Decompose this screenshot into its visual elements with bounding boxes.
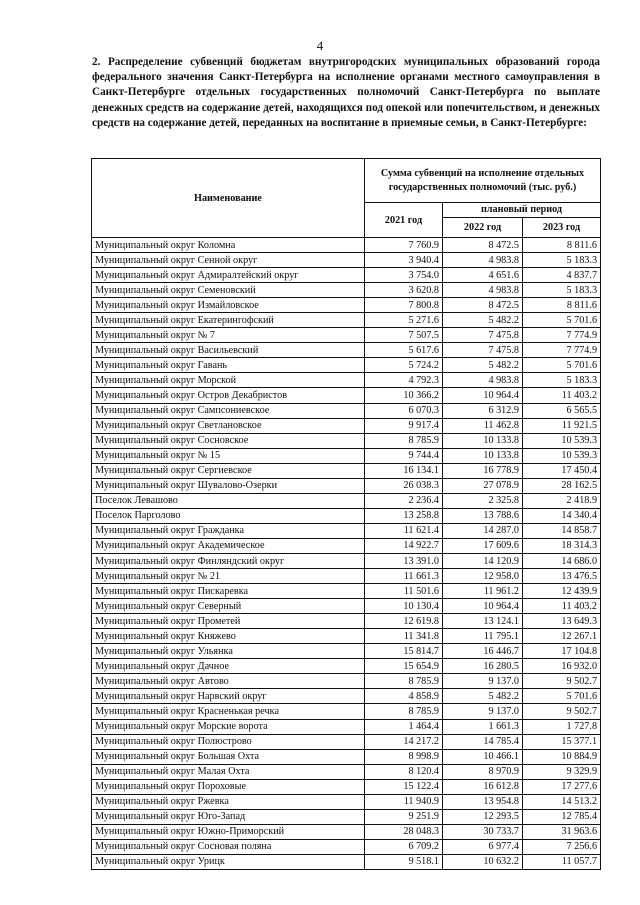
table-row (92, 313, 601, 328)
header-planned-period: плановый период (443, 203, 601, 218)
row-name: Муниципальный округ Измайловское (92, 298, 365, 313)
row-name: Муниципальный округ Адмиралтейский округ (92, 268, 365, 283)
row-value-2022: 13 788.6 (443, 508, 523, 523)
table-row (92, 704, 601, 719)
row-value-2023: 7 774.9 (523, 343, 601, 358)
row-value-2021: 8 785.9 (365, 433, 443, 448)
table-row (92, 854, 601, 869)
row-value-2021: 8 785.9 (365, 704, 443, 719)
table-row (92, 253, 601, 268)
header-2023: 2023 год (523, 217, 601, 237)
row-name: Муниципальный округ Ржевка (92, 794, 365, 809)
row-value-2022: 13 954.8 (443, 794, 523, 809)
row-value-2023: 11 057.7 (523, 854, 601, 869)
row-value-2022: 27 078.9 (443, 478, 523, 493)
row-value-2021: 3 754.0 (365, 268, 443, 283)
row-value-2022: 8 472.5 (443, 238, 523, 253)
table-row (92, 644, 601, 659)
row-name: Муниципальный округ Сенной округ (92, 253, 365, 268)
row-value-2021: 13 391.0 (365, 553, 443, 568)
row-value-2023: 28 162.5 (523, 478, 601, 493)
row-value-2022: 16 778.9 (443, 463, 523, 478)
row-value-2021: 3 620.8 (365, 283, 443, 298)
row-value-2023: 13 476.5 (523, 569, 601, 584)
row-value-2021: 11 661.3 (365, 569, 443, 584)
row-value-2022: 10 632.2 (443, 854, 523, 869)
row-value-2021: 7 800.8 (365, 298, 443, 313)
header-2022: 2022 год (443, 217, 523, 237)
table-row (92, 734, 601, 749)
row-value-2023: 16 932.0 (523, 659, 601, 674)
row-value-2022: 10 133.8 (443, 448, 523, 463)
row-value-2022: 4 983.8 (443, 283, 523, 298)
row-value-2021: 15 654.9 (365, 659, 443, 674)
row-value-2023: 5 701.6 (523, 358, 601, 373)
row-value-2021: 15 814.7 (365, 644, 443, 659)
row-name: Поселок Парголово (92, 508, 365, 523)
row-value-2022: 10 466.1 (443, 749, 523, 764)
row-value-2023: 12 785.4 (523, 809, 601, 824)
row-name: Муниципальный округ Сосновая поляна (92, 839, 365, 854)
row-value-2021: 26 038.3 (365, 478, 443, 493)
row-value-2023: 17 104.8 (523, 644, 601, 659)
row-value-2023: 5 701.6 (523, 313, 601, 328)
row-value-2023: 17 277.6 (523, 779, 601, 794)
row-name: Муниципальный округ Морские ворота (92, 719, 365, 734)
row-value-2021: 11 621.4 (365, 523, 443, 538)
row-name: Муниципальный округ Гавань (92, 358, 365, 373)
header-2021: 2021 год (365, 203, 443, 238)
row-value-2021: 14 922.7 (365, 538, 443, 553)
row-value-2021: 12 619.8 (365, 614, 443, 629)
row-name: Муниципальный округ Нарвский округ (92, 689, 365, 704)
row-value-2022: 8 472.5 (443, 298, 523, 313)
row-value-2022: 12 293.5 (443, 809, 523, 824)
row-name: Муниципальный округ Екатерингофский (92, 313, 365, 328)
row-value-2021: 6 070.3 (365, 403, 443, 418)
row-value-2022: 7 475.8 (443, 343, 523, 358)
section-heading: 2. Распределение субвенций бюджетам внутригородских муниципальных образований города федерального значения Санкт-Петербурга на исполнение органами местного самоуправления в Санкт-Петербурге отдельных государственных полномочий Санкт-Петербурга по выплате денежных средств на содержание детей, находящихся под опекой или попечительством, и денежных средств на содержание детей, переданных на воспитание в приемные семьи, в Санкт-Петербурге: (92, 56, 600, 129)
table-row (92, 764, 601, 779)
table-row (92, 569, 601, 584)
table-row (92, 538, 601, 553)
row-value-2022: 10 964.4 (443, 388, 523, 403)
row-value-2023: 15 377.1 (523, 734, 601, 749)
row-value-2022: 17 609.6 (443, 538, 523, 553)
row-value-2023: 9 502.7 (523, 704, 601, 719)
row-name: Муниципальный округ Княжево (92, 629, 365, 644)
row-name: Муниципальный округ Морской (92, 373, 365, 388)
table-row (92, 689, 601, 704)
row-value-2021: 8 998.9 (365, 749, 443, 764)
row-name: Муниципальный округ Большая Охта (92, 749, 365, 764)
row-value-2021: 15 122.4 (365, 779, 443, 794)
row-value-2023: 5 183.3 (523, 373, 601, 388)
row-name: Муниципальный округ Васильевский (92, 343, 365, 358)
row-value-2021: 1 464.4 (365, 719, 443, 734)
row-value-2021: 7 760.9 (365, 238, 443, 253)
row-value-2021: 5 724.2 (365, 358, 443, 373)
row-value-2022: 16 446.7 (443, 644, 523, 659)
row-value-2023: 11 921.5 (523, 418, 601, 433)
row-value-2022: 16 280.5 (443, 659, 523, 674)
row-value-2023: 4 837.7 (523, 268, 601, 283)
table-row (92, 268, 601, 283)
row-name: Муниципальный округ № 15 (92, 448, 365, 463)
row-value-2023: 11 403.2 (523, 388, 601, 403)
row-value-2022: 14 120.9 (443, 553, 523, 568)
row-value-2022: 6 977.4 (443, 839, 523, 854)
table-row (92, 463, 601, 478)
row-value-2021: 11 341.8 (365, 629, 443, 644)
row-value-2021: 9 251.9 (365, 809, 443, 824)
row-name: Муниципальный округ № 7 (92, 328, 365, 343)
row-value-2021: 9 917.4 (365, 418, 443, 433)
table-row (92, 614, 601, 629)
row-value-2022: 10 964.4 (443, 599, 523, 614)
table-row (92, 388, 601, 403)
row-name: Муниципальный округ Южно-Приморский (92, 824, 365, 839)
table-row (92, 794, 601, 809)
table-row (92, 358, 601, 373)
row-value-2022: 1 661.3 (443, 719, 523, 734)
table-row (92, 343, 601, 358)
row-name: Муниципальный округ Красненькая речка (92, 704, 365, 719)
row-value-2021: 14 217.2 (365, 734, 443, 749)
row-value-2021: 6 709.2 (365, 839, 443, 854)
row-value-2022: 10 133.8 (443, 433, 523, 448)
table-row (92, 824, 601, 839)
row-value-2021: 28 048.3 (365, 824, 443, 839)
row-value-2023: 12 267.1 (523, 629, 601, 644)
row-value-2023: 12 439.9 (523, 584, 601, 599)
row-name: Муниципальный округ Академическое (92, 538, 365, 553)
row-value-2021: 2 236.4 (365, 493, 443, 508)
row-name: Муниципальный округ Урицк (92, 854, 365, 869)
row-value-2022: 11 462.8 (443, 418, 523, 433)
table-row (92, 553, 601, 568)
row-value-2023: 1 727.8 (523, 719, 601, 734)
row-name: Муниципальный округ Гражданка (92, 523, 365, 538)
row-value-2023: 10 539.3 (523, 433, 601, 448)
row-name: Муниципальный округ Дачное (92, 659, 365, 674)
row-name: Муниципальный округ Остров Декабристов (92, 388, 365, 403)
row-value-2021: 8 785.9 (365, 674, 443, 689)
row-value-2023: 5 701.6 (523, 689, 601, 704)
row-name: Муниципальный округ Ульянка (92, 644, 365, 659)
row-value-2023: 18 314.3 (523, 538, 601, 553)
row-value-2022: 12 958.0 (443, 569, 523, 584)
table-row (92, 373, 601, 388)
row-value-2022: 4 983.8 (443, 373, 523, 388)
row-name: Муниципальный округ Сампсониевское (92, 403, 365, 418)
row-value-2021: 5 271.6 (365, 313, 443, 328)
table-row (92, 629, 601, 644)
row-value-2021: 10 130.4 (365, 599, 443, 614)
table-row (92, 298, 601, 313)
table-row (92, 433, 601, 448)
row-value-2021: 11 940.9 (365, 794, 443, 809)
row-value-2022: 6 312.9 (443, 403, 523, 418)
row-value-2021: 8 120.4 (365, 764, 443, 779)
row-value-2022: 9 137.0 (443, 704, 523, 719)
row-name: Муниципальный округ № 21 (92, 569, 365, 584)
table-row (92, 599, 601, 614)
table-row (92, 779, 601, 794)
row-value-2022: 5 482.2 (443, 313, 523, 328)
header-name: Наименование (92, 159, 365, 238)
row-value-2023: 8 811.6 (523, 298, 601, 313)
row-value-2023: 7 256.6 (523, 839, 601, 854)
row-value-2023: 6 565.5 (523, 403, 601, 418)
row-value-2022: 5 482.2 (443, 358, 523, 373)
row-value-2023: 10 884.9 (523, 749, 601, 764)
row-name: Поселок Левашово (92, 493, 365, 508)
row-value-2022: 7 475.8 (443, 328, 523, 343)
row-value-2022: 11 961.2 (443, 584, 523, 599)
row-name: Муниципальный округ Сосновское (92, 433, 365, 448)
table-row (92, 674, 601, 689)
row-name: Муниципальный округ Пороховые (92, 779, 365, 794)
row-value-2023: 5 183.3 (523, 253, 601, 268)
row-name: Муниципальный округ Малая Охта (92, 764, 365, 779)
row-value-2021: 16 134.1 (365, 463, 443, 478)
row-value-2022: 4 983.8 (443, 253, 523, 268)
table-row (92, 283, 601, 298)
row-value-2021: 3 940.4 (365, 253, 443, 268)
table-row (92, 403, 601, 418)
table-row (92, 719, 601, 734)
row-value-2023: 13 649.3 (523, 614, 601, 629)
row-name: Муниципальный округ Финляндский округ (92, 553, 365, 568)
table-row (92, 493, 601, 508)
row-name: Муниципальный округ Пискаревка (92, 584, 365, 599)
row-value-2022: 2 325.8 (443, 493, 523, 508)
row-name: Муниципальный округ Сергиевское (92, 463, 365, 478)
table-row (92, 839, 601, 854)
row-value-2023: 9 329.9 (523, 764, 601, 779)
table-row (92, 749, 601, 764)
row-value-2022: 8 970.9 (443, 764, 523, 779)
row-value-2022: 14 785.4 (443, 734, 523, 749)
row-value-2023: 14 340.4 (523, 508, 601, 523)
table-row (92, 584, 601, 599)
row-value-2023: 7 774.9 (523, 328, 601, 343)
table-row (92, 809, 601, 824)
row-name: Муниципальный округ Прометей (92, 614, 365, 629)
row-value-2021: 4 858.9 (365, 689, 443, 704)
table-row (92, 328, 601, 343)
row-value-2022: 4 651.6 (443, 268, 523, 283)
row-name: Муниципальный округ Юго-Запад (92, 809, 365, 824)
row-value-2023: 14 513.2 (523, 794, 601, 809)
row-name: Муниципальный округ Полюстрово (92, 734, 365, 749)
row-value-2023: 14 858.7 (523, 523, 601, 538)
row-value-2022: 30 733.7 (443, 824, 523, 839)
subvention-table (91, 158, 601, 870)
row-value-2022: 13 124.1 (443, 614, 523, 629)
row-value-2021: 13 258.8 (365, 508, 443, 523)
row-name: Муниципальный округ Автово (92, 674, 365, 689)
table-row (92, 478, 601, 493)
page-number: 4 (316, 38, 324, 53)
row-value-2021: 4 792.3 (365, 373, 443, 388)
row-value-2023: 2 418.9 (523, 493, 601, 508)
table-body (92, 238, 601, 870)
row-value-2023: 17 450.4 (523, 463, 601, 478)
row-name: Муниципальный округ Шувалово-Озерки (92, 478, 365, 493)
table-row (92, 418, 601, 433)
row-name: Муниципальный округ Светлановское (92, 418, 365, 433)
row-value-2021: 7 507.5 (365, 328, 443, 343)
row-value-2023: 11 403.2 (523, 599, 601, 614)
row-value-2022: 11 795.1 (443, 629, 523, 644)
row-value-2023: 8 811.6 (523, 238, 601, 253)
header-sum: Сумма субвенций на исполнение отдельных государственных полномочий (тыс. руб.) (365, 159, 601, 203)
row-value-2022: 5 482.2 (443, 689, 523, 704)
table-row (92, 508, 601, 523)
table-row (92, 659, 601, 674)
row-name: Муниципальный округ Коломна (92, 238, 365, 253)
row-name: Муниципальный округ Семеновский (92, 283, 365, 298)
row-value-2023: 9 502.7 (523, 674, 601, 689)
row-name: Муниципальный округ Северный (92, 599, 365, 614)
row-value-2023: 31 963.6 (523, 824, 601, 839)
row-value-2021: 10 366.2 (365, 388, 443, 403)
row-value-2023: 5 183.3 (523, 283, 601, 298)
row-value-2021: 11 501.6 (365, 584, 443, 599)
row-value-2022: 14 287.0 (443, 523, 523, 538)
table-row (92, 238, 601, 253)
row-value-2021: 9 744.4 (365, 448, 443, 463)
table-row (92, 448, 601, 463)
row-value-2022: 9 137.0 (443, 674, 523, 689)
table-row (92, 523, 601, 538)
row-value-2023: 14 686.0 (523, 553, 601, 568)
row-value-2022: 16 612.8 (443, 779, 523, 794)
row-value-2021: 5 617.6 (365, 343, 443, 358)
row-value-2023: 10 539.3 (523, 448, 601, 463)
row-value-2021: 9 518.1 (365, 854, 443, 869)
